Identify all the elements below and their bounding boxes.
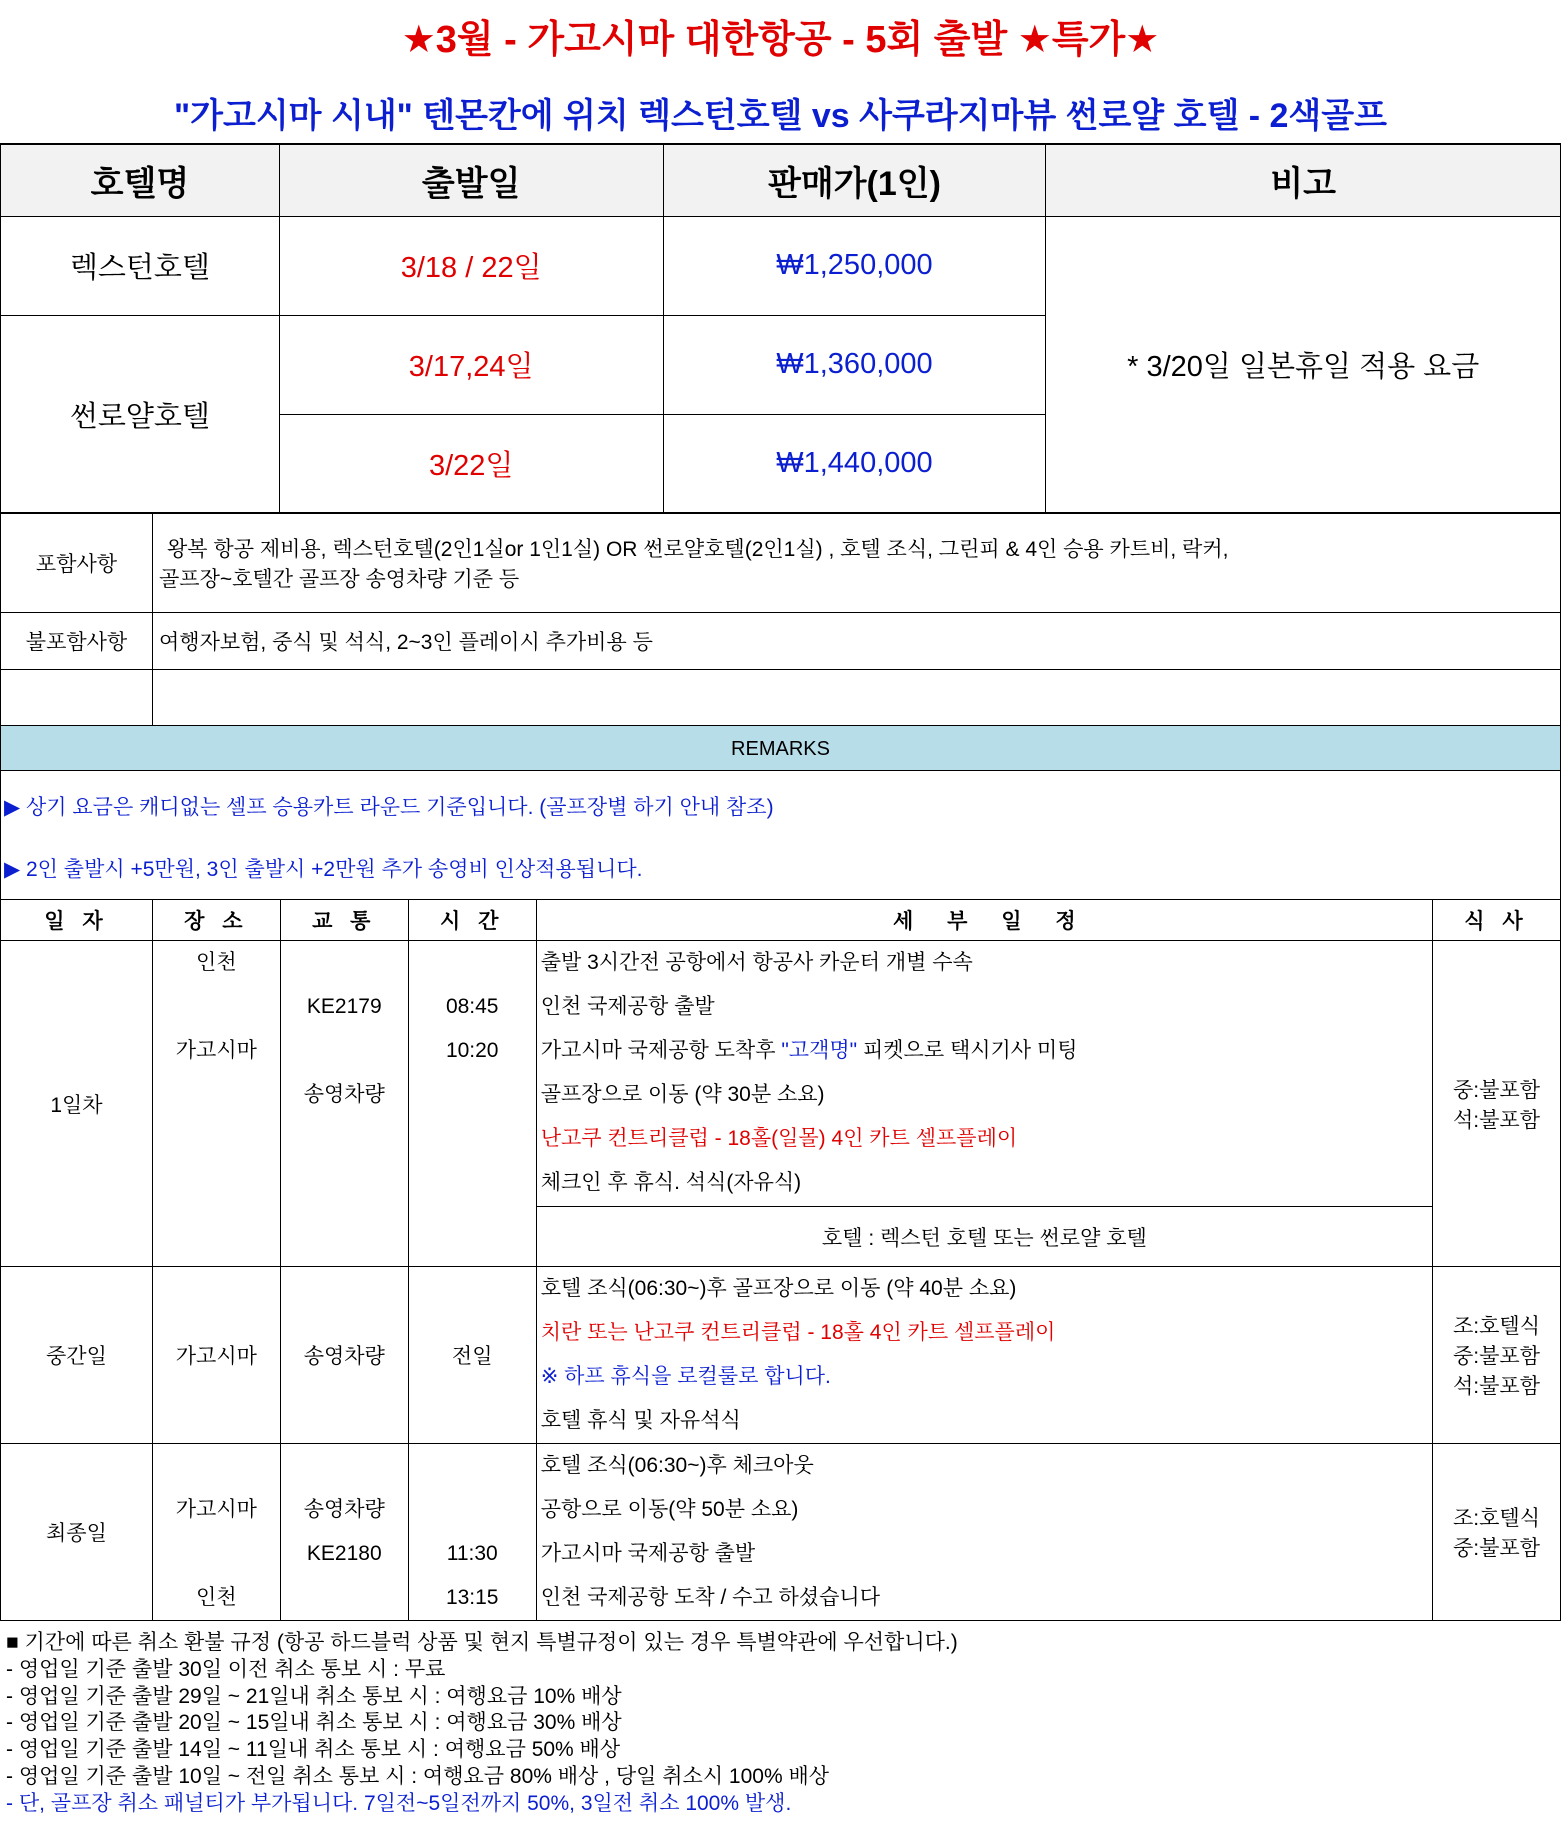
- place-cell: [152, 1444, 280, 1621]
- meal-cell: [1433, 1444, 1561, 1621]
- empty-row: [1, 670, 1561, 726]
- detail-line: 호텔 조식(06:30~)후 골프장으로 이동 (약 40분 소요): [540, 1277, 1017, 1300]
- page-title: ★3월 - 가고시마 대한항공 - 5회 출발 ★특가★: [401, 19, 1160, 61]
- policy-line: - 영업일 기준 출발 14일 ~ 11일내 취소 통보 시 : 여행요금 50% 배상: [6, 1738, 621, 1762]
- time-cell: [408, 1444, 536, 1621]
- price-table-header: [1, 144, 1561, 216]
- time-text: 전일: [408, 1267, 536, 1444]
- price-value: ₩1,250,000: [663, 216, 1046, 315]
- detail-line: 출발 3시간전 공항에서 항공사 카운터 개별 수속: [540, 951, 973, 974]
- cancellation-policy: [6, 1630, 1546, 1818]
- time-text: 11:30: [446, 1542, 498, 1565]
- departure-date: 3/18 / 22일: [279, 216, 663, 315]
- included-line: 왕복 항공 제비용, 렉스턴호텔(2인1실or 1인1실) OR 썬로얄호텔(2인1실) , 호텔 조식, 그린피 & 4인 승용 카트비, 락커,: [167, 537, 1229, 561]
- day-label: 중간일: [1, 1267, 153, 1444]
- golf-detail-line: 난고쿠 컨트리클럽 - 18홀(일몰) 4인 카트 셀프플레이: [540, 1127, 1018, 1150]
- price-table: [0, 143, 1561, 514]
- detail-line: [537, 1029, 1432, 1073]
- header-place: 장 소: [152, 900, 280, 941]
- schedule-last: [1, 1444, 1561, 1621]
- meal-text: 중:불포함: [1453, 1345, 1540, 1368]
- transport-cell: [280, 941, 408, 1267]
- transport-text: [281, 1444, 408, 1488]
- transport-cell: [280, 1444, 408, 1621]
- meal-text: 조:호텔식: [1453, 1507, 1540, 1530]
- schedule-day1: [1, 941, 1561, 1207]
- place-text: [153, 1532, 280, 1576]
- detail-line: 가고시마 국제공항 출발: [540, 1542, 756, 1565]
- detail-cell: [536, 1444, 1432, 1621]
- meal-text: 석:불포함: [1453, 1375, 1540, 1398]
- header-detail: 세 부 일 정: [536, 900, 1432, 941]
- header-date: 출발일: [279, 144, 663, 216]
- detail-line: 인천 국제공항 도착 / 수고 하셨습니다: [540, 1586, 880, 1609]
- departure-date: 3/22일: [279, 414, 663, 513]
- excluded-row: [1, 613, 1561, 670]
- remark-line: ▶ 2인 출발시 +5만원, 3인 출발시 +2만원 추가 송영비 인상적용됩니다.: [4, 858, 643, 881]
- price-note: * 3/20일 일본휴일 적용 요금: [1046, 216, 1561, 513]
- place-cell: [152, 941, 280, 1267]
- transport-text: [281, 941, 408, 985]
- price-row: [1, 216, 1561, 315]
- meal-text: 중:불포함: [1453, 1078, 1540, 1102]
- time-text: 13:15: [445, 1586, 499, 1609]
- excluded-text: 여행자보험, 중식 및 석식, 2~3인 플레이시 추가비용 등: [153, 613, 1561, 670]
- hotel-info: 호텔 : 렉스턴 호텔 또는 썬로얄 호텔: [536, 1207, 1432, 1267]
- included-text: [153, 513, 1561, 613]
- transport-text: 송영차량: [303, 1498, 385, 1521]
- schedule-mid: [1, 1267, 1561, 1444]
- place-text: 가고시마: [175, 1498, 257, 1521]
- header-hotel: 호텔명: [1, 144, 280, 216]
- policy-line: - 영업일 기준 출발 29일 ~ 21일내 취소 통보 시 : 여행요금 10% 배상: [6, 1684, 622, 1708]
- time-text: 08:45: [445, 995, 499, 1018]
- transport-text: KE2180: [306, 1542, 382, 1565]
- golf-detail-line: 치란 또는 난고쿠 컨트리클럽 - 18홀 4인 카트 셀프플레이: [540, 1321, 1056, 1344]
- hotel-name: 렉스턴호텔: [1, 216, 280, 315]
- detail-line: 호텔 조식(06:30~)후 체크아웃: [540, 1454, 814, 1477]
- detail-line: 호텔 휴식 및 자유석식: [540, 1409, 741, 1432]
- day-label: 1일차: [1, 941, 153, 1267]
- policy-line: - 영업일 기준 출발 20일 ~ 15일내 취소 통보 시 : 여행요금 30% 배상: [6, 1711, 622, 1735]
- remarks-header: REMARKS: [0, 725, 1561, 771]
- place-text: 가고시마: [175, 1039, 257, 1062]
- included-line: 골프장~호텔간 골프장 송영차량 기준 등: [159, 567, 520, 591]
- detail-line: 체크인 후 휴식. 석식(자유식): [540, 1171, 802, 1194]
- included-row: [1, 513, 1561, 613]
- meal-text: 석:불포함: [1453, 1108, 1540, 1132]
- place-text: 인천: [196, 951, 237, 974]
- meal-cell: [1433, 941, 1561, 1267]
- header-day: 일 자: [1, 900, 153, 941]
- time-text: [409, 1444, 536, 1488]
- meal-cell: [1433, 1267, 1561, 1444]
- header-meal: 식 사: [1433, 900, 1561, 941]
- time-text: 10:20: [445, 1039, 499, 1062]
- place-text: [153, 985, 280, 1029]
- detail-line: 공항으로 이동(약 50분 소요): [540, 1498, 799, 1521]
- detail-text: 피켓으로 택시기사 미팅: [857, 1039, 1078, 1062]
- detail-line: 인천 국제공항 출발: [540, 995, 715, 1018]
- hotel-name: 썬로얄호텔: [1, 315, 280, 513]
- customer-name-text: "고객명": [781, 1039, 858, 1062]
- time-text: [409, 941, 536, 985]
- place-text: 가고시마: [152, 1267, 280, 1444]
- detail-line: 골프장으로 이동 (약 30분 소요): [540, 1083, 825, 1106]
- detail-text: 가고시마 국제공항 도착후: [540, 1039, 782, 1062]
- detail-cell: [536, 941, 1432, 1207]
- price-value: ₩1,440,000: [663, 414, 1046, 513]
- detail-cell: [536, 1267, 1432, 1444]
- header-note: 비고: [1046, 144, 1561, 216]
- meal-text: 조:호텔식: [1453, 1315, 1540, 1338]
- time-cell: [408, 941, 536, 1267]
- transport-text: 송영차량: [303, 1083, 385, 1106]
- info-table: [0, 512, 1561, 726]
- place-text: 인천: [196, 1586, 237, 1609]
- policy-line: - 영업일 기준 출발 10일 ~ 전일 취소 통보 시 : 여행요금 80% 배상 , 당일 취소시 100% 배상: [6, 1764, 830, 1788]
- departure-date: 3/17,24일: [279, 315, 663, 414]
- meal-text: 중:불포함: [1453, 1537, 1540, 1560]
- place-text: [153, 1444, 280, 1488]
- price-value: ₩1,360,000: [663, 315, 1046, 414]
- policy-line: - 영업일 기준 출발 30일 이전 취소 통보 시 : 무료: [6, 1657, 446, 1681]
- schedule-header: [1, 900, 1561, 941]
- page-subtitle: "가고시마 시내" 텐몬칸에 위치 렉스턴호텔 vs 사쿠라지마뷰 썬로얄 호텔 - 2색골프: [174, 97, 1387, 135]
- transport-text: [281, 1029, 408, 1073]
- local-rule-line: ※ 하프 휴식을 로컬룰로 합니다.: [540, 1365, 831, 1388]
- excluded-label: 불포함사항: [1, 613, 153, 670]
- remark-line: ▶ 상기 요금은 캐디없는 셀프 승용카트 라운드 기준입니다. (골프장별 하기 안내 참조): [4, 796, 774, 819]
- day-label: 최종일: [1, 1444, 153, 1621]
- policy-title: ■ 기간에 따른 취소 환불 규정 (항공 하드블럭 상품 및 현지 특별규정이 있는 경우 특별약관에 우선합니다.): [6, 1631, 958, 1654]
- schedule-table: [0, 899, 1561, 1621]
- header-transport: 교 통: [280, 900, 408, 941]
- time-text: [409, 1488, 536, 1532]
- included-label: 포함사항: [1, 513, 153, 613]
- transport-text: KE2179: [306, 995, 382, 1018]
- policy-golf-penalty: - 단, 골프장 취소 패널티가 부가됩니다. 7일전~5일전까지 50%, 3일전 취소 100% 발생.: [6, 1791, 792, 1815]
- header-price: 판매가(1인): [663, 144, 1046, 216]
- transport-text: 송영차량: [280, 1267, 408, 1444]
- header-time: 시 간: [408, 900, 536, 941]
